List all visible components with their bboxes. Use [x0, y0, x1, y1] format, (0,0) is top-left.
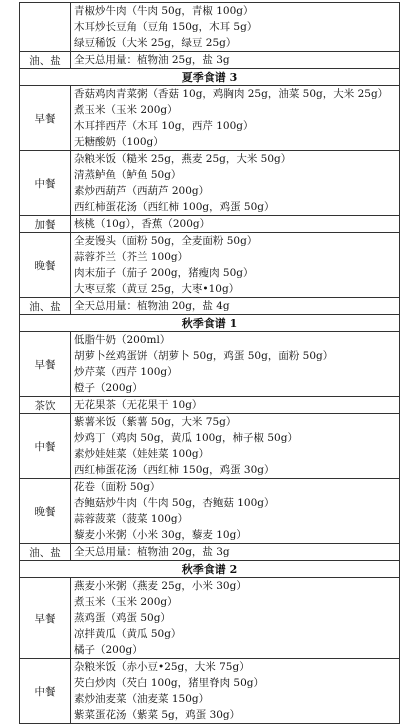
dish-line: 青椒炒牛肉（牛肉 50g，青椒 100g） — [74, 5, 254, 17]
dish-line: 素炒娃娃菜（娃娃菜 100g） — [74, 448, 210, 460]
dish-line: 凉拌黄瓜（黄瓜 50g） — [74, 628, 182, 640]
dish-line: 杏鲍菇炒牛肉（牛肉 50g，杏鲍菇 100g） — [74, 497, 275, 509]
season-menu-title: 夏季食谱 3 — [20, 69, 400, 86]
meal-items — [71, 151, 400, 216]
meal-items — [71, 3, 400, 52]
dish-line: 紫菜蛋花汤（紫菜 5g，鸡蛋 30g） — [74, 709, 241, 721]
dish-line: 无花果茶（无花果干 10g） — [74, 399, 203, 411]
meal-row — [20, 86, 400, 151]
meal-row — [20, 544, 400, 561]
meal-label: 中餐 — [20, 659, 71, 724]
dish-line: 香菇鸡肉青菜粥（香菇 10g，鸡胸肉 25g，油菜 50g，大米 25g） — [74, 88, 389, 100]
diet-menu-table — [19, 2, 400, 724]
meal-label: 油、盐 — [20, 52, 71, 69]
meal-label: 中餐 — [20, 151, 71, 216]
meal-items — [71, 659, 400, 724]
meal-items — [71, 298, 400, 315]
dish-line: 花卷（面粉 50g） — [74, 481, 161, 493]
dish-line: 大枣豆浆（黄豆 25g，大枣•10g） — [74, 283, 240, 295]
menu-table-body — [20, 3, 400, 724]
dish-line: 西红柿蛋花汤（西红柿 150g，鸡蛋 30g） — [74, 464, 275, 476]
meal-label: 油、盐 — [20, 544, 71, 561]
meal-row — [20, 3, 400, 52]
dish-line: 炒芹菜（西芹 100g） — [74, 366, 178, 378]
dish-line: 蒜蓉菠菜（菠菜 100g） — [74, 513, 189, 525]
season-menu-header-row — [20, 315, 400, 332]
dish-line: 木耳炒长豆角（豆角 150g，木耳 5g） — [74, 21, 258, 33]
diet-menu-page — [19, 2, 400, 724]
dish-line: 杂粮米饭（赤小豆•25g，大米 75g） — [74, 661, 250, 673]
meal-label: 茶饮 — [20, 397, 71, 414]
dish-line: 全天总用量：植物油 25g，盐 3g — [74, 54, 230, 66]
meal-items — [71, 332, 400, 397]
meal-row — [20, 52, 400, 69]
meal-row — [20, 414, 400, 479]
dish-line: 橙子（200g） — [74, 382, 143, 394]
meal-label: 早餐 — [20, 332, 71, 397]
season-menu-header-row — [20, 69, 400, 86]
meal-label: 晚餐 — [20, 233, 71, 298]
dish-line: 无糖酸奶（100g） — [74, 136, 164, 148]
meal-items — [71, 216, 400, 233]
meal-row — [20, 233, 400, 298]
dish-line: 全天总用量：植物油 20g，盐 4g — [74, 300, 230, 312]
dish-line: 全麦馒头（面粉 50g，全麦面粉 50g） — [74, 235, 258, 247]
meal-label: 晚餐 — [20, 479, 71, 544]
dish-line: 杂粮米饭（糙米 25g，燕麦 25g，大米 50g） — [74, 153, 292, 165]
dish-line: 炒鸡丁（鸡肉 50g，黄瓜 100g，柿子椒 50g） — [74, 432, 298, 444]
meal-row — [20, 578, 400, 659]
meal-items — [71, 397, 400, 414]
meal-label: 早餐 — [20, 86, 71, 151]
dish-line: 肉末茄子（茄子 200g，猪瘦肉 50g） — [74, 267, 254, 279]
dish-line: 芡白炒肉（芡白 100g，猪里脊肉 50g） — [74, 677, 265, 689]
meal-items — [71, 578, 400, 659]
dish-line: 胡萝卜丝鸡蛋饼（胡萝卜 50g，鸡蛋 50g，面粉 50g） — [74, 350, 334, 362]
meal-items — [71, 233, 400, 298]
meal-label: 加餐 — [20, 216, 71, 233]
meal-row — [20, 659, 400, 724]
meal-row — [20, 216, 400, 233]
dish-line: 紫薯米饭（紫薯 50g，大米 75g） — [74, 416, 237, 428]
meal-items — [71, 86, 400, 151]
dish-line: 绿豆稀饭（大米 25g，绿豆 25g） — [74, 37, 237, 49]
meal-row — [20, 332, 400, 397]
season-menu-title: 秋季食谱 1 — [20, 315, 400, 332]
season-menu-title: 秋季食谱 2 — [20, 561, 400, 578]
dish-line: 西红柿蛋花汤（西红柿 100g，鸡蛋 50g） — [74, 201, 275, 213]
meal-row — [20, 151, 400, 216]
meal-label: 油、盐 — [20, 298, 71, 315]
meal-row — [20, 397, 400, 414]
meal-items — [71, 479, 400, 544]
dish-line: 低脂牛奶（200ml） — [74, 334, 171, 346]
dish-line: 蒸鸡蛋（鸡蛋 50g） — [74, 612, 171, 624]
dish-line: 素炒西葫芦（西葫芦 200g） — [74, 185, 210, 197]
season-menu-header-row — [20, 561, 400, 578]
meal-items — [71, 414, 400, 479]
dish-line: 煮玉米（玉米 200g） — [74, 596, 178, 608]
dish-line: 素炒油麦菜（油麦菜 150g） — [74, 693, 210, 705]
meal-label: 早餐 — [20, 578, 71, 659]
meal-row — [20, 298, 400, 315]
dish-line: 藜麦小米粥（小米 30g，藜麦 10g） — [74, 529, 247, 541]
dish-line: 核桃（10g），香蕉（200g） — [74, 218, 211, 230]
dish-line: 蒜蓉芥兰（芥兰 100g） — [74, 251, 189, 263]
meal-label — [20, 3, 71, 52]
dish-line: 燕麦小米粥（燕麦 25g，小米 30g） — [74, 580, 247, 592]
dish-line: 全天总用量：植物油 20g，盐 3g — [74, 546, 230, 558]
dish-line: 煮玉米（玉米 200g） — [74, 104, 178, 116]
dish-line: 橘子（200g） — [74, 644, 143, 656]
meal-items — [71, 544, 400, 561]
meal-label: 中餐 — [20, 414, 71, 479]
meal-items — [71, 52, 400, 69]
dish-line: 清蒸鲈鱼（鲈鱼 50g） — [74, 169, 182, 181]
meal-row — [20, 479, 400, 544]
dish-line: 木耳拌西芹（木耳 10g，西芹 100g） — [74, 120, 254, 132]
